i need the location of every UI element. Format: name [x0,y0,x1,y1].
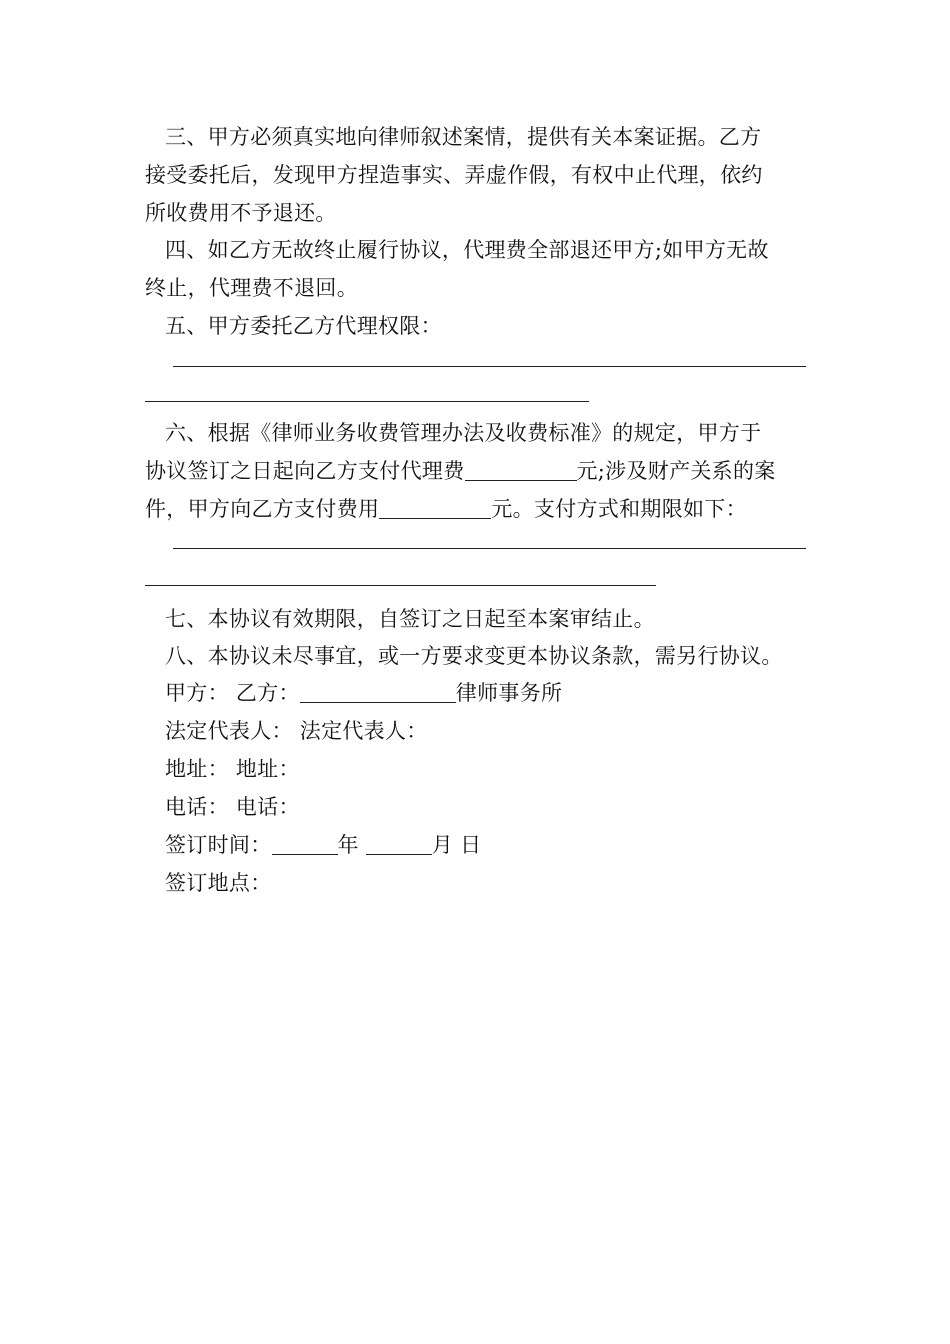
clause-6-line-3-b: 元。支付方式和期限如下： [491,497,747,521]
clause-6-line-2-b: 元;涉及财产关系的案 [576,459,776,483]
clause-7 [145,600,810,638]
clause-6 [145,414,810,528]
authority-blank-line-1 [173,366,806,367]
address-line: 地址： 地址： [165,757,300,781]
year-blank [272,832,338,855]
party-b-label: 乙方： [235,681,300,705]
payment-blank-line-2 [145,585,656,586]
party-a-label: 甲方： [165,681,229,705]
agency-fee-blank [465,458,577,481]
clause-6-line-3-a: 件，甲方向乙方支付费用 [145,497,380,521]
authority-blank-line-2 [145,401,589,402]
clause-4-line-2: 终止，代理费不退回。 [145,276,358,300]
clause-5-line-1: 五、甲方委托乙方代理权限： [165,314,442,338]
clause-4 [145,231,810,307]
clause-6-line-3 [145,490,810,528]
clause-4-line-1: 四、如乙方无故终止履行协议，代理费全部退还甲方;如甲方无故 [165,238,769,262]
clause-8-line-1: 八、本协议未尽事宜，或一方要求变更本协议条款，需另行协议。 [165,644,783,668]
clause-6-line-2-a: 协议签订之日起向乙方支付代理费 [145,459,465,483]
clause-5 [145,307,810,345]
law-firm-name-blank [300,680,456,703]
month-day-label: 月 日 [431,833,482,857]
law-firm-suffix: 律师事务所 [455,681,563,705]
clause-3-line-2: 接受委托后，发现甲方捏造事实、弄虚作假，有权中止代理，依约 [145,163,763,187]
legal-rep-line: 法定代表人： 法定代表人： [165,719,428,743]
clause-6-line-2 [145,452,810,490]
clause-8 [145,637,810,675]
clause-3-line-3: 所收费用不予退还。 [145,201,337,225]
payment-blank-line-1 [173,548,806,549]
clause-3-line-1: 三、甲方必须真实地向律师叙述案情，提供有关本案证据。乙方 [165,125,762,149]
clause-6-line-1: 六、根据《律师业务收费管理办法及收费标准》的规定，甲方于 [165,421,762,445]
year-label: 年 [337,833,359,857]
phone-line: 电话： 电话： [165,795,300,819]
sign-place-line: 签订地点： [165,871,272,895]
signature-block [145,674,810,902]
sign-time-line [145,826,810,864]
clause-7-line-1: 七、本协议有效期限，自签订之日起至本案审结止。 [165,607,655,631]
sign-time-label: 签订时间： [165,833,272,857]
clause-3 [145,118,810,232]
party-line [145,674,810,712]
property-fee-blank [379,496,491,519]
month-blank [366,832,432,855]
